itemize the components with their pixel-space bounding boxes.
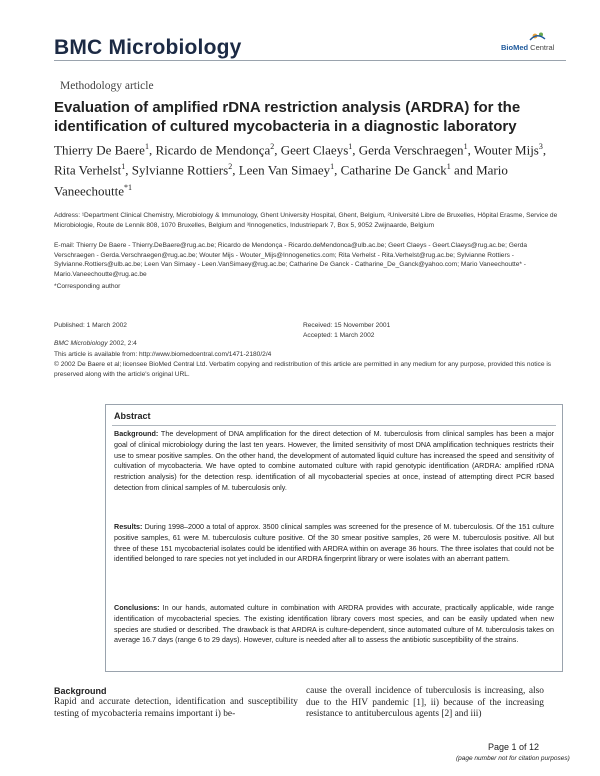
author-affiliation-mark: 1 xyxy=(446,162,451,172)
logo-bio-text: BioMed xyxy=(501,43,529,52)
license-notice: © 2002 De Baere et al; licensee BioMed Central Ltd. Verbatim copying and redistribution of this article are permitted in any medium for any purpose, provided this notice is preserved along with the article's original URL. xyxy=(54,361,552,378)
page-number: Page 1 of 12 xyxy=(488,742,540,752)
review-dates xyxy=(303,321,543,340)
abstract-heading: Abstract xyxy=(114,411,151,421)
abstract-results xyxy=(114,522,554,565)
abstract-results-label: Results: xyxy=(114,522,143,531)
author-addresses: Address: ¹Department Clinical Chemistry, Microbiology & Immunology, Ghent University Hospital, Ghent, Belgium, ²Université Libre de Bruxelles, Hôpital Erasme, Service de Microbiologie, Route de Lennik 808, 1070 Bruxelles, Belgium and ³Innogenetics, Industriepark 7, Box 5, 9052 Zwijnaarde, Belgium xyxy=(54,212,558,229)
author-affiliation-mark: 1 xyxy=(463,142,468,151)
citation-journal: BMC Microbiology xyxy=(54,339,108,347)
author-affiliation-mark: 2 xyxy=(228,162,233,172)
author-name: Geert Claeys xyxy=(280,142,349,158)
abstract-background xyxy=(114,429,554,494)
author-affiliation-mark: 1 xyxy=(330,162,335,172)
author-list: Thierry De Baere$^1$, Ricardo de Mendonça$^2$, Geert Claeys$^1$, Gerda Verschraegen$^1$, Wouter Mijs$^3$, Rita Verhelst$^1$, Sylvianne Rottiers$^2$, Leen Van Simaey$^1$, Catharine De Ganck$^1$ and Mario Vaneechoutte$^{*1}$ xyxy=(54,142,547,198)
author-name: Leen Van Simaey xyxy=(238,162,331,178)
abstract-background-label: Background: xyxy=(114,429,159,438)
abstract-results-text: During 1998–2000 a total of approx. 3500 clinical samples was screened for the presence of M. tuberculosis. Of the 151 culture positive samples, 61 were M. tuberculosis culture positive. Of the 30 smear positive samples, 26 were M. tuberculosis positive. All but three of these 151 mycobacterial isolates could be identified with ARDRA within on average 36 hours. The three isolates that could not be identified belonged to rare species not yet included in our ARDRA fingerprint library or were isolates with an aberrant pattern. xyxy=(114,522,554,564)
author-affiliation-mark: 1 xyxy=(348,142,353,151)
author-name: Sylvianne Rottiers xyxy=(131,162,229,178)
corresponding-author-note: *Corresponding author xyxy=(54,283,121,290)
author-name: Wouter Mijs xyxy=(473,142,539,158)
author-name: Thierry De Baere xyxy=(54,142,145,158)
author-affiliation-mark: 1 xyxy=(121,162,126,172)
page-number-note: (page number not for citation purposes) xyxy=(456,755,570,762)
section-heading-background: Background xyxy=(54,686,107,696)
abstract-conclusions xyxy=(114,603,554,646)
author-name: Catharine De Ganck xyxy=(340,162,447,178)
author-affiliation-mark: 1 xyxy=(144,142,149,151)
biomed-central-logo xyxy=(497,31,567,53)
author-affiliation-mark: 3 xyxy=(538,142,543,151)
citation-volume: 2002, 2:4 xyxy=(107,339,137,347)
abstract-divider xyxy=(112,425,556,426)
received-date: Received: 15 November 2001 xyxy=(303,322,391,329)
article-title: Evaluation of amplified rDNA restriction analysis (ARDRA) for the identification of cultured mycobacteria in a diagnostic laboratory xyxy=(54,99,521,135)
published-date: Published: 1 March 2002 xyxy=(54,322,127,329)
header-divider xyxy=(54,60,566,61)
abstract-box xyxy=(105,404,563,672)
author-name: Gerda Verschraegen xyxy=(358,142,464,158)
author-affiliation-mark: *1 xyxy=(124,182,133,192)
author-name: Mario Vaneechoutte xyxy=(54,162,508,198)
author-name: Rita Verhelst xyxy=(54,162,122,178)
article-type: Methodology article xyxy=(60,80,154,92)
author-emails: E-mail: Thierry De Baere - Thierry.DeBaere@rug.ac.be; Ricardo de Mendonça - Ricardo.deMendonca@ulb.ac.be; Geert Claeys - Geert.Claeys@rug.ac.be; Gerda Verschraegen - Gerda.Verschraegen@rug.ac.be; Wouter Mijs - Wouter_Mijs@Innogenetics.com; Rita Verhelst - Rita.Verhelst@rug.ac.be; Sylvianne Rottiers - Sylvianne.Rottiers@ulb.ac.be; Leen Van Simaey - Leen.VanSimaey@rug.ac.be; Catharine De Ganck - Catharine_De_Ganck@yahoo.com; Mario Vaneechoutte* - Mario.Vaneechoutte@rug.ac.be xyxy=(54,242,528,278)
logo-central-text: Central xyxy=(528,43,555,52)
body-right-column: cause the overall incidence of tuberculosis is increasing, also due to the HIV pandemic [1], ii) because of the increasing resistance to antituberculous agents [2] and iii) xyxy=(306,686,544,720)
publication-info xyxy=(54,321,294,360)
abstract-background-text: The development of DNA amplification for the direct detection of M. tuberculosis from clinical samples has been a major goal of clinical microbiology during the last ten years. However, the limited sensitivity of most DNA amplification techniques restricts their use to smear positive samples. On the other hand, the development of automated liquid culture has increased the speed and sensitivity of cultivation of mycobacteria. We have opted to combine automated culture with rapid genotypic identification (ARDRA: amplified rDNA restriction analysis) for the detection resp. identification of all mycobacterial species at once, instead of attempting direct PCR based detection from clinical samples of M. tuberculosis only. xyxy=(114,429,554,492)
author-affiliation-mark: 2 xyxy=(270,142,275,151)
accepted-date: Accepted: 1 March 2002 xyxy=(303,331,375,339)
citation xyxy=(54,339,294,349)
abstract-conclusions-label: Conclusions: xyxy=(114,603,160,612)
article-url[interactable]: This article is available from: http://www.biomedcentral.com/1471-2180/2/4 xyxy=(54,351,272,359)
author-name: Ricardo de Mendonça xyxy=(155,142,271,158)
body-left-column: Rapid and accurate detection, identification and susceptibility testing of mycobacteria remains important i) be- xyxy=(54,697,298,719)
abstract-conclusions-text: In our hands, automated culture in combination with ARDRA provides with accurate, practically applicable, wide range identification of mycobacterial species. The existing identification library covers most species, and can be easily updated when new species are studied or described. The drawback is that ARDRA is culture-dependent, since automated culture of M. tuberculosis takes on average 16.7 days (range 6 to 29 days). However, culture is needed after all to assess the antibiotic susceptibility of the strains. xyxy=(114,603,554,645)
journal-title: BMC Microbiology xyxy=(54,36,242,59)
